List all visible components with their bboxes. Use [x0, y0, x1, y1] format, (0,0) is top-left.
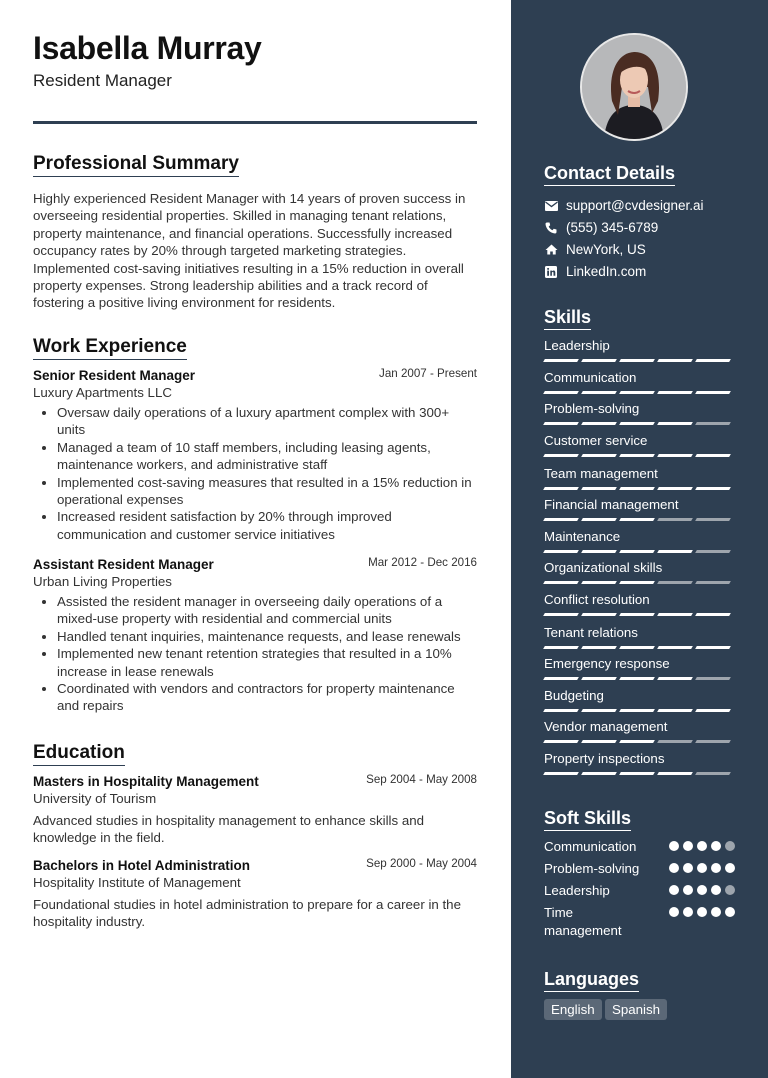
rating-dot	[669, 885, 679, 895]
rating-dot	[697, 907, 707, 917]
skill-level-segment	[581, 454, 617, 457]
phone-icon	[544, 221, 558, 235]
rating-dot	[711, 885, 721, 895]
summary-text: Highly experienced Resident Manager with 14 years of proven success in overseeing residential properties. Skilled in managing tenant relations, property maintenance, and financial operations. Successfully increased occupancy rates by 20% through targeted marketing strategies. Implemented cost-saving initiatives resulting in a 15% reduction in overall property expenses. Strong leadership abilities and a track record of fostering a positive living environment for residents.	[33, 191, 466, 311]
rating-dot	[669, 863, 679, 873]
job-bullets	[33, 404, 477, 543]
soft-skill-rating	[669, 885, 735, 895]
rating-dot	[711, 841, 721, 851]
skill-level-segment	[543, 646, 579, 649]
skill-item	[544, 751, 734, 775]
skill-item	[544, 688, 734, 712]
skill-level-segment	[695, 740, 731, 743]
skill-level-segment	[581, 487, 617, 490]
profile-photo	[580, 33, 688, 141]
job-company: Urban Living Properties	[33, 574, 172, 589]
skill-level-segment	[581, 391, 617, 394]
skill-item	[544, 529, 734, 553]
contact-linkedin-text: LinkedIn.com	[566, 264, 647, 279]
skill-level-bar	[544, 550, 734, 553]
job-entry	[33, 556, 477, 715]
home-icon	[544, 243, 558, 257]
job-bullets	[33, 593, 477, 715]
language-tag: Spanish	[605, 999, 667, 1020]
rating-dot	[725, 907, 735, 917]
job-company: Luxury Apartments LLC	[33, 385, 172, 400]
rating-dot	[683, 841, 693, 851]
portrait-illustration	[582, 35, 686, 139]
skill-level-bar	[544, 677, 734, 680]
skill-level-segment	[581, 422, 617, 425]
skill-level-segment	[619, 487, 655, 490]
languages-heading: Languages	[544, 969, 639, 992]
linkedin-icon	[544, 265, 558, 279]
soft-skill-item	[544, 838, 734, 856]
skill-level-segment	[695, 359, 731, 362]
skill-level-segment	[581, 518, 617, 521]
skill-level-segment	[581, 646, 617, 649]
skill-level-bar	[544, 359, 734, 362]
job-dates: Jan 2007 - Present	[379, 367, 477, 380]
rating-dot	[725, 841, 735, 851]
rating-dot	[669, 907, 679, 917]
soft-skill-rating	[669, 907, 735, 917]
skill-name: Property inspections	[544, 751, 665, 766]
skill-name: Vendor management	[544, 719, 668, 734]
skill-level-segment	[581, 359, 617, 362]
skill-level-segment	[543, 709, 579, 712]
skill-level-segment	[695, 422, 731, 425]
skill-level-segment	[657, 550, 693, 553]
skill-item	[544, 401, 734, 425]
skill-level-segment	[619, 581, 655, 584]
contact-location-text: NewYork, US	[566, 242, 646, 257]
job-bullet: • Implemented new tenant retention strategies that resulted in a 10% increase in lease renewals	[57, 645, 477, 680]
rating-dot	[683, 907, 693, 917]
skill-name: Communication	[544, 370, 637, 385]
contact-phone-text: (555) 345-6789	[566, 220, 659, 235]
skill-name: Budgeting	[544, 688, 604, 703]
header-divider	[33, 121, 477, 124]
skill-level-segment	[695, 454, 731, 457]
summary-heading: Professional Summary	[33, 153, 239, 177]
skill-level-segment	[543, 581, 579, 584]
skill-level-bar	[544, 391, 734, 394]
skill-item	[544, 656, 734, 680]
skill-level-segment	[619, 422, 655, 425]
education-dates: Sep 2000 - May 2004	[366, 857, 477, 870]
skill-level-segment	[581, 677, 617, 680]
skill-level-segment	[695, 487, 731, 490]
skill-level-segment	[695, 613, 731, 616]
skill-level-segment	[695, 677, 731, 680]
skill-level-segment	[657, 772, 693, 775]
skill-level-segment	[619, 709, 655, 712]
skill-name: Team management	[544, 466, 658, 481]
skill-level-bar	[544, 709, 734, 712]
skill-level-bar	[544, 454, 734, 457]
job-title: Senior Resident Manager	[33, 368, 196, 383]
skill-level-segment	[543, 550, 579, 553]
education-description: Advanced studies in hospitality management to enhance skills and knowledge in the field.	[33, 813, 425, 846]
skill-level-segment	[581, 740, 617, 743]
soft-skills-heading: Soft Skills	[544, 808, 631, 831]
contact-email[interactable]	[544, 198, 704, 213]
soft-skill-name: Leadership	[544, 883, 610, 898]
skill-level-segment	[695, 646, 731, 649]
skill-name: Conflict resolution	[544, 592, 650, 607]
skill-level-segment	[657, 646, 693, 649]
degree-title: Bachelors in Hotel Administration	[33, 858, 251, 873]
soft-skill-name: Problem-solving	[544, 861, 640, 876]
skill-item	[544, 560, 734, 584]
skill-level-segment	[657, 677, 693, 680]
skill-item	[544, 719, 734, 743]
skill-level-segment	[695, 550, 731, 553]
school-name: Hospitality Institute of Management	[33, 875, 241, 890]
skill-level-segment	[581, 581, 617, 584]
skill-level-segment	[619, 454, 655, 457]
skill-level-segment	[581, 550, 617, 553]
soft-skill-name: Time management	[544, 905, 622, 938]
job-bullet: • Implemented cost-saving measures that resulted in a 15% reduction in operational expenses	[57, 474, 477, 509]
skill-level-segment	[543, 359, 579, 362]
job-bullet: • Assisted the resident manager in overseeing daily operations of a mixed-use property with residential and commercial units	[57, 593, 477, 628]
skill-name: Emergency response	[544, 656, 670, 671]
education-entry	[33, 857, 477, 931]
job-bullet: • Managed a team of 10 staff members, including leasing agents, maintenance workers, and administrative staff	[57, 439, 477, 474]
experience-heading: Work Experience	[33, 336, 187, 360]
skill-level-bar	[544, 581, 734, 584]
degree-title: Masters in Hospitality Management	[33, 774, 259, 789]
rating-dot	[725, 863, 735, 873]
contact-email-text: support@cvdesigner.ai	[566, 198, 704, 213]
candidate-name: Isabella Murray	[33, 30, 262, 66]
skill-name: Financial management	[544, 497, 679, 512]
job-dates: Mar 2012 - Dec 2016	[368, 556, 477, 569]
rating-dot	[697, 863, 707, 873]
skill-item	[544, 497, 734, 521]
skill-level-bar	[544, 740, 734, 743]
skill-level-segment	[619, 677, 655, 680]
skill-level-segment	[695, 772, 731, 775]
skill-level-segment	[543, 677, 579, 680]
skill-level-segment	[657, 518, 693, 521]
candidate-title: Resident Manager	[33, 71, 172, 90]
rating-dot	[711, 863, 721, 873]
envelope-icon	[544, 199, 558, 213]
skill-level-segment	[657, 422, 693, 425]
skill-level-bar	[544, 772, 734, 775]
soft-skill-item	[544, 860, 734, 878]
skill-level-segment	[581, 613, 617, 616]
soft-skill-rating	[669, 863, 735, 873]
skill-level-segment	[619, 550, 655, 553]
skill-level-segment	[619, 391, 655, 394]
job-title: Assistant Resident Manager	[33, 557, 214, 572]
skill-level-bar	[544, 613, 734, 616]
job-bullet: • Handled tenant inquiries, maintenance requests, and lease renewals	[57, 628, 477, 645]
job-bullet: • Increased resident satisfaction by 20% through improved communication and customer service initiatives	[57, 508, 477, 543]
skill-level-bar	[544, 487, 734, 490]
rating-dot	[711, 907, 721, 917]
skill-level-segment	[657, 740, 693, 743]
skill-name: Problem-solving	[544, 401, 640, 416]
language-tag: English	[544, 999, 602, 1020]
contact-location	[544, 242, 646, 257]
skill-level-segment	[619, 518, 655, 521]
contact-heading: Contact Details	[544, 163, 675, 186]
rating-dot	[697, 841, 707, 851]
sidebar	[511, 0, 768, 1078]
skill-item	[544, 466, 734, 490]
job-entry	[33, 367, 477, 543]
skills-heading: Skills	[544, 307, 591, 330]
contact-phone[interactable]	[544, 220, 658, 235]
skill-level-segment	[581, 709, 617, 712]
skill-level-segment	[619, 613, 655, 616]
education-dates: Sep 2004 - May 2008	[366, 773, 477, 786]
skill-level-segment	[657, 581, 693, 584]
skill-item	[544, 592, 734, 616]
skill-level-segment	[695, 391, 731, 394]
skill-level-segment	[581, 772, 617, 775]
contact-linkedin[interactable]	[544, 264, 646, 279]
rating-dot	[669, 841, 679, 851]
skill-level-segment	[695, 709, 731, 712]
skill-level-segment	[657, 454, 693, 457]
education-entry	[33, 773, 477, 847]
skill-level-segment	[543, 613, 579, 616]
skill-level-segment	[543, 740, 579, 743]
job-bullet: • Coordinated with vendors and contractors for property maintenance and repairs	[57, 680, 477, 715]
skill-item	[544, 370, 734, 394]
skill-item	[544, 625, 734, 649]
skill-level-bar	[544, 518, 734, 521]
skill-level-segment	[657, 391, 693, 394]
skill-level-segment	[657, 359, 693, 362]
rating-dot	[683, 863, 693, 873]
soft-skill-item	[544, 882, 734, 900]
skill-level-segment	[543, 391, 579, 394]
skill-level-segment	[657, 487, 693, 490]
skill-name: Organizational skills	[544, 560, 663, 575]
school-name: University of Tourism	[33, 791, 157, 806]
skill-level-segment	[695, 518, 731, 521]
rating-dot	[725, 885, 735, 895]
skill-level-segment	[543, 518, 579, 521]
skill-level-bar	[544, 646, 734, 649]
skill-item	[544, 338, 734, 362]
soft-skill-name: Communication	[544, 839, 637, 854]
skill-level-segment	[619, 740, 655, 743]
education-description: Foundational studies in hotel administration to prepare for a career in the hospitality industry.	[33, 897, 461, 930]
soft-skill-item	[544, 904, 734, 939]
rating-dot	[683, 885, 693, 895]
skill-level-bar	[544, 422, 734, 425]
skill-level-segment	[657, 613, 693, 616]
job-bullet: • Oversaw daily operations of a luxury apartment complex with 300+ units	[57, 404, 477, 439]
skill-name: Customer service	[544, 433, 648, 448]
skill-level-segment	[619, 772, 655, 775]
skill-level-segment	[543, 422, 579, 425]
skill-level-segment	[543, 772, 579, 775]
skill-item	[544, 433, 734, 457]
skill-name: Tenant relations	[544, 625, 638, 640]
skill-name: Leadership	[544, 338, 610, 353]
education-heading: Education	[33, 742, 125, 766]
skill-level-segment	[543, 487, 579, 490]
skill-level-segment	[619, 359, 655, 362]
skill-level-segment	[657, 709, 693, 712]
skill-name: Maintenance	[544, 529, 621, 544]
skill-level-segment	[619, 646, 655, 649]
skill-level-segment	[543, 454, 579, 457]
skill-level-segment	[695, 581, 731, 584]
soft-skill-rating	[669, 841, 735, 851]
rating-dot	[697, 885, 707, 895]
